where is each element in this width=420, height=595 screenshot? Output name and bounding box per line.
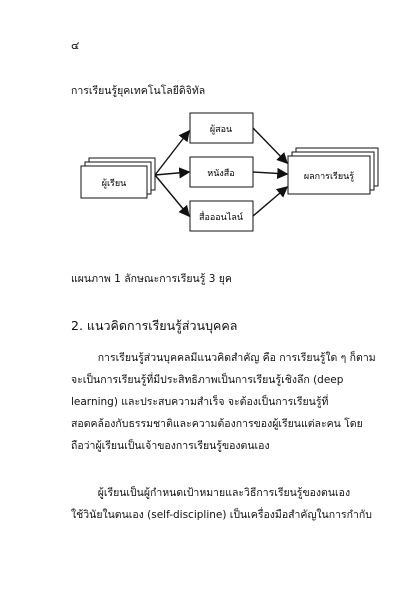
arrow-learner-teacher <box>155 131 189 175</box>
learning-diagram <box>60 105 400 240</box>
arrow-online-outcome <box>253 187 287 216</box>
paragraph-line: learning) และประสบความสำเร็จ จะต้องเป็นการเรียนรู้ที่ <box>71 396 329 408</box>
paragraph-line: ใช้วินัยในตนเอง (self-discipline) เป็นเครื่องมือสำคัญในการกำกับ <box>71 509 372 521</box>
paragraph-line: สอดคล้องกับธรรมชาติและความต้องการของผู้เรียนแต่ละคน โดย <box>71 418 363 430</box>
paragraph-1 <box>71 347 393 457</box>
paragraph-line: จะเป็นการเรียนรู้ที่มีประสิทธิภาพเป็นการเรียนรู้เชิงลึก (deep <box>71 374 344 386</box>
paragraph-2 <box>71 482 393 526</box>
figure-subheading: การเรียนรู้ยุคเทคโนโลยีดิจิทัล <box>71 85 206 97</box>
arrow-book-outcome <box>253 172 287 174</box>
arrow-learner-book <box>155 172 189 175</box>
paragraph-line: การเรียนรู้ส่วนบุคคลมีแนวคิดสำคัญ คือ การเรียนรู้ใด ๆ ก็ตาม <box>71 352 376 364</box>
page-number: ๔ <box>71 39 80 52</box>
arrow-learner-online <box>155 175 189 216</box>
section-title: 2. แนวคิดการเรียนรู้ส่วนบุคคล <box>71 318 238 333</box>
outcome-label: ผลการเรียนรู้ <box>303 172 355 182</box>
teacher-label: ผู้สอน <box>209 125 233 135</box>
online-media-label: สื่อออนไลน์ <box>198 213 244 223</box>
learner-label: ผู้เรียน <box>101 179 127 189</box>
paragraph-line: ถือว่าผู้เรียนเป็นเจ้าของการเรียนรู้ของตนเอง <box>71 440 270 452</box>
paragraph-line: ผู้เรียนเป็นผู้กำหนดเป้าหมายและวิธีการเรียนรู้ของตนเอง <box>71 487 351 499</box>
arrow-teacher-outcome <box>253 128 287 163</box>
figure-caption: แผนภาพ 1 ลักษณะการเรียนรู้ 3 ยุค <box>71 273 232 285</box>
book-label: หนังสือ <box>207 169 235 179</box>
